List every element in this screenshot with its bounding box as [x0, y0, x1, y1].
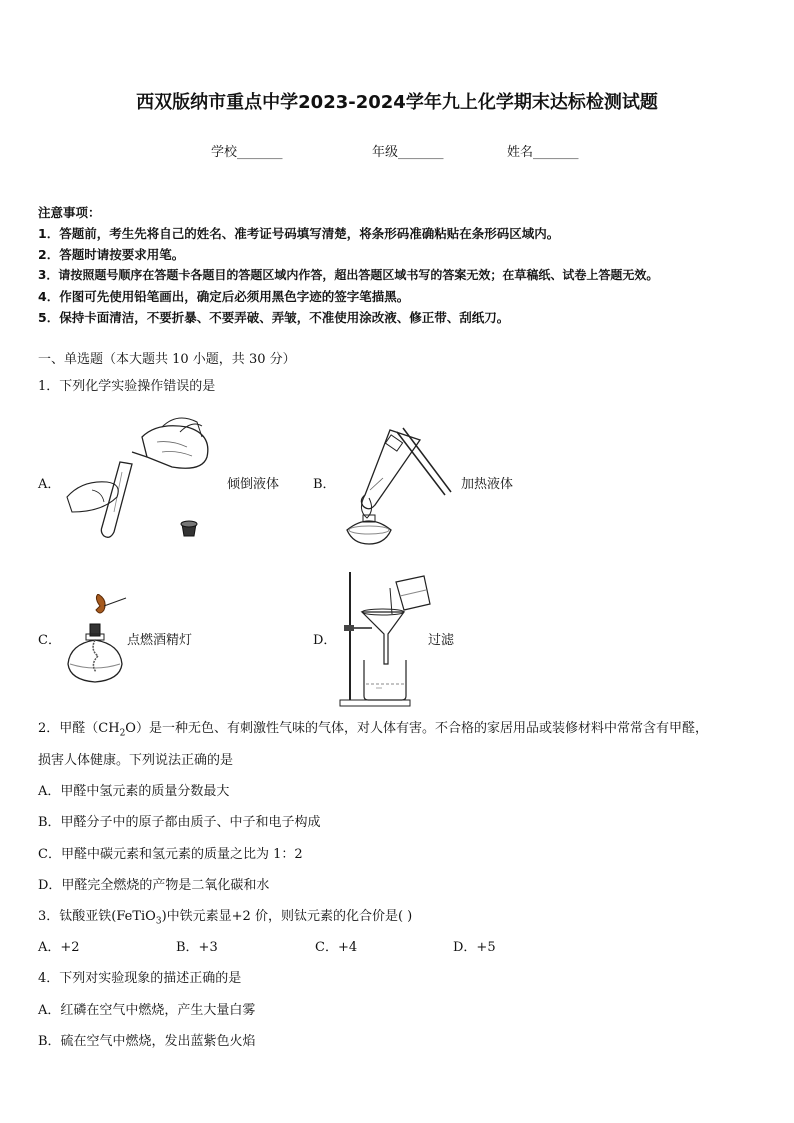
page-title: 西双版纳市重点中学2023-2024学年九上化学期末达标检测试题 [136, 92, 658, 113]
q1-option-b-caption: 加热液体 [461, 477, 514, 492]
q1-option-c-caption: 点燃酒精灯 [127, 633, 193, 648]
heat-icon [335, 420, 455, 550]
q1-option-a-caption: 倾倒液体 [227, 477, 280, 492]
question-4-stem: 4．下列对实验现象的描述正确的是 [38, 971, 242, 986]
q2-option-d: D．甲醛完全燃烧的产物是二氧化碳和水 [38, 878, 270, 893]
q1-option-b-letter: B． [313, 477, 336, 492]
q1-option-d-letter: D． [313, 633, 337, 648]
q3-option-c: C．+4 [315, 940, 358, 955]
q2-option-b: B．甲醛分子中的原子都由质子、中子和电子构成 [38, 815, 321, 830]
notice-heading: 注意事项： [38, 205, 101, 220]
notice-item: 1．答题前，考生先将自己的姓名、准考证号码填写清楚，将条形码准确粘贴在条形码区域内。 [38, 226, 560, 241]
question-1-stem: 1．下列化学实验操作错误的是 [38, 379, 216, 394]
school-field: 学校_______ [211, 145, 283, 160]
question-2-stem: 2．甲醛$(CH_2O)$是一种无色、有刺激性气味的气体，对人体有害。不合格的家居用品或装修材料中常常含有甲醛， [38, 721, 708, 739]
q4-option-a: A．红磷在空气中燃烧，产生大量白雾 [38, 1003, 256, 1018]
q1-option-c-letter: C． [38, 633, 61, 648]
lamp-icon [62, 594, 132, 686]
notice-item: 2．答题时请按要求用笔。 [38, 247, 185, 262]
grade-field: 年级_______ [372, 145, 444, 160]
question-3-stem: 3．钛酸亚铁(FeTiO$_3$)中铁元素显+2 价，则钛元素的化合价是( ) [38, 909, 413, 927]
q3-option-d: D．+5 [453, 940, 496, 955]
q1-option-d-caption: 过滤 [428, 633, 455, 648]
pour-icon [62, 412, 222, 542]
q2-option-a: A．甲醛中氢元素的质量分数最大 [38, 784, 230, 799]
notice-item: 3．请按照题号顺序在答题卡各题目的答题区域内作答，超出答题区域书写的答案无效；在草稿纸、试卷上答题无效。 [38, 268, 659, 282]
q3-option-b: B．+3 [176, 940, 218, 955]
q1-option-a-letter: A． [38, 477, 61, 492]
notice-item: 4．作图可先使用铅笔画出，确定后必须用黑色字迹的签字笔描黑。 [38, 289, 410, 304]
q3-option-a: A．+2 [38, 940, 80, 955]
question-2-stem-line2: 损害人体健康。下列说法正确的是 [38, 753, 234, 768]
q2-option-c: C．甲醛中碳元素和氢元素的质量之比为 1：2 [38, 847, 303, 862]
notice-item: 5．保持卡面清洁，不要折暴、不要弄破、弄皱，不准使用涂改液、修正带、刮纸刀。 [38, 310, 510, 325]
section-heading: 一、单选题（本大题共 10 小题，共 30 分） [38, 352, 296, 367]
name-field: 姓名_______ [507, 145, 579, 160]
filter-icon [338, 568, 438, 708]
q4-option-b: B．硫在空气中燃烧，发出蓝紫色火焰 [38, 1034, 256, 1049]
